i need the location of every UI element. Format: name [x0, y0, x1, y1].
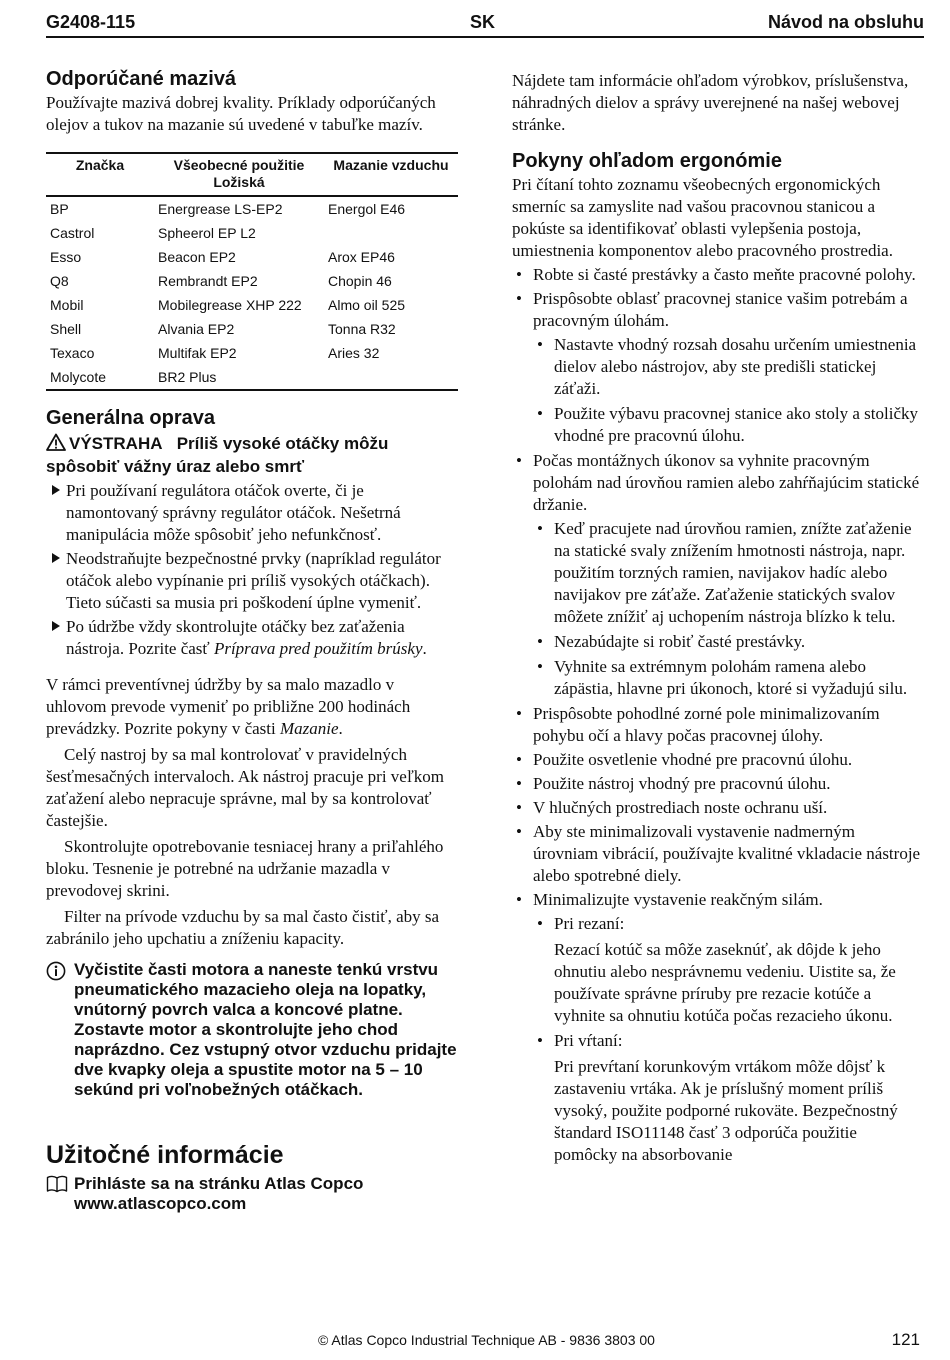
info-icon — [46, 961, 66, 986]
brand-cell: Shell — [50, 321, 82, 337]
general-cell: Beacon EP2 — [158, 249, 236, 265]
list-item — [512, 889, 924, 1166]
sub-list-item — [533, 913, 924, 1027]
table-row — [46, 196, 458, 221]
brand-cell: Q8 — [50, 273, 69, 289]
drilling-label: • Pri vŕtaní: — [554, 1031, 623, 1050]
list-item-text: Prispôsobte pohodlné zorné pole minimalizovaním pohybu očí a hlavy počas pracovnej úlohy. — [533, 704, 880, 745]
list-item — [46, 548, 458, 614]
sub-list — [533, 334, 924, 447]
general-cell: Spheerol EP L2 — [158, 225, 256, 241]
para-text: V rámci preventívnej údržby by sa malo mazadlo v uhlovom prevode vymeniť po približne 200 hodinách prevádzky. Pozrite pokyny v časti — [46, 675, 411, 738]
doc-title: Návod na obsluhu — [767, 12, 924, 32]
section-reference: Mazanie — [280, 719, 339, 738]
general-cell: Energrease LS-EP2 — [158, 201, 283, 217]
list-item — [46, 616, 458, 660]
general-cell: Alvania EP2 — [158, 321, 235, 337]
list-item-text: Použite osvetlenie vhodné pre pracovnú úlohu. — [533, 750, 853, 769]
list-item-text: Počas montážnych úkonov sa vyhnite pracovným polohám nad úrovňou ramien alebo zahŕňajúcim statické držanie. — [533, 451, 920, 514]
page-number: 121 — [891, 1330, 920, 1349]
lubricants-intro: Používajte mazivá dobrej kvality. Príklady odporúčaných olejov a tukov na mazanie sú uvedené v tabuľke mazív. — [46, 93, 436, 134]
general-cell: BR2 Plus — [154, 365, 324, 390]
air-cell — [324, 365, 458, 390]
overhaul-list — [46, 480, 458, 660]
overhaul-heading: Generálna oprava — [46, 407, 215, 429]
warning-text: Príliš vysoké otáčky môžu spôsobiť vážny úraz alebo smrť — [46, 434, 389, 476]
lubricants-heading: Odporúčané mazivá — [46, 68, 237, 90]
list-item-text: Pri používaní regulátora otáčok overte, či je namontovaný správny regulátor otáčok. Nešetrná manipulácia môže spôsobiť jeho nefunkčnosť. — [66, 481, 401, 544]
language-code: SK — [470, 12, 496, 32]
warning-box — [46, 433, 458, 477]
overhaul-para-4: Filter na prívode vzduchu by sa mal často čistiť, aby sa zabránilo jeho upchatiu a zníženiu kapacity. — [46, 907, 440, 948]
sub-list — [533, 518, 924, 700]
list-item-text: V hlučných prostrediach noste ochranu uší. — [533, 798, 828, 817]
website-info: Nájdete tam informácie ohľadom výrobkov, príslušenstva, náhradných dielov a správy uverejnené na našej webovej stránke. — [512, 71, 909, 134]
ergonomics-list — [512, 264, 924, 1166]
brand-cell: BP — [50, 201, 69, 217]
table-row — [46, 365, 458, 390]
left-column — [46, 66, 458, 1214]
table-row — [46, 221, 458, 245]
table-row — [46, 317, 458, 341]
sub-list-item: • Použite výbavu pracovnej stanice ako stoly a stoličky vhodné pre pracovnú úlohu. — [533, 403, 924, 447]
list-item-text: Použite nástroj vhodný pre pracovnú úlohu. — [533, 774, 831, 793]
book-icon — [46, 1175, 68, 1198]
list-item-text: Robte si časté prestávky a často meňte pracovné polohy. — [533, 265, 916, 284]
table-header-row — [46, 153, 458, 196]
cutting-label: • Pri rezaní: — [554, 914, 625, 933]
table-row — [46, 245, 458, 269]
list-item — [512, 821, 924, 887]
list-item-end: . — [422, 639, 427, 658]
page-footer — [46, 1326, 924, 1356]
drilling-text: Pri prevŕtaní korunkovým vrtákom môže dôjsť k zastaveniu vrtáka. Ak je príslušný moment príliš vysoký, použite podporné rukoväte. Bezpečnostný štandard ISO11148 časť 3 odporúča použitie pomôcky na absorbovanie — [554, 1057, 898, 1164]
useful-info-line: Prihláste sa na stránku Atlas Copco — [74, 1174, 364, 1193]
air-cell: Tonna R32 — [328, 321, 396, 337]
list-item-text: Po údržbe vždy skontrolujte otáčky bez zaťaženia nástroja. Pozrite časť — [66, 617, 405, 658]
air-cell — [324, 221, 458, 245]
brand-cell: Castrol — [50, 225, 95, 241]
info-note — [46, 960, 458, 1100]
list-item-text: Neodstraňujte bezpečnostné prvky (napríklad regulátor otáčok alebo vypínanie pri príliš vysokých otáčkach). Tieto súčasti sa musia pri poškodení úplne vymeniť. — [66, 549, 441, 612]
sub-list-item: • Vyhnite sa extrémnym polohám ramena alebo zápästia, hlavne pri úkonoch, ktoré si vyžadujú silu. — [533, 656, 924, 700]
list-item-text: Aby ste minimalizovali vystavenie nadmerným úrovniam vibrácií, používajte kvalitné vkladacie nástroje alebo spotrebné diely. — [533, 822, 921, 885]
air-cell: Energol E46 — [328, 201, 406, 217]
note-text: Vyčistite časti motora a naneste tenkú vrstvu pneumatického mazacieho oleja na lopatky, vnútorný povrch valca a koncové platne. Zostavte motor a skontrolujte jeho chod naprázdno. Cez vstupný otvor vzduchu pridajte dve kvapky oleja a spustite motor na 5 – 10 sekúnd pri voľnobežných otáčkach. — [74, 960, 457, 1099]
col-air-header: Mazanie vzduchu — [324, 153, 458, 196]
air-cell: Aries 32 — [328, 345, 380, 361]
overhaul-para-2: Celý nastroj by sa mal kontrolovať v pravidelných šesťmesačných intervaloch. Ak nástroj pracuje pri veľkom zaťažení alebo nepracuje správne, mal by sa kontrolovať častejšie. — [46, 745, 444, 830]
list-item — [512, 749, 924, 771]
sub-list-item — [533, 1030, 924, 1166]
sub-list — [533, 913, 924, 1166]
table-row — [46, 341, 458, 365]
general-cell: Multifak EP2 — [158, 345, 237, 361]
ergonomics-heading: Pokyny ohľadom ergonómie — [512, 150, 782, 172]
doc-code: G2408-115 — [46, 12, 136, 32]
right-column — [512, 70, 924, 1169]
lubricants-table — [46, 152, 458, 391]
list-item — [512, 288, 924, 447]
para-end: . — [338, 719, 343, 738]
overhaul-para-1 — [46, 674, 458, 740]
table-row — [46, 293, 458, 317]
page-header — [46, 12, 924, 38]
list-item — [512, 773, 924, 795]
useful-info-note — [46, 1174, 458, 1214]
air-cell: Chopin 46 — [328, 273, 392, 289]
warning-label: VÝSTRAHA — [69, 434, 163, 453]
cutting-text: Rezací kotúč sa môže zaseknúť, ak dôjde k jeho ohnutiu alebo nesprávnemu vedeniu. Uistite sa, že používate správne príruby pre rezacie kotúče a vyhnite sa ohnutiu kotúča počas rezacieho úkonu. — [554, 940, 896, 1025]
brand-cell: Texaco — [50, 345, 95, 361]
arrow-bullet-icon — [52, 553, 60, 563]
general-cell: Rembrandt EP2 — [158, 273, 258, 289]
table-row — [46, 269, 458, 293]
sub-list-item: • Nastavte vhodný rozsah dosahu určením umiestnenia dielov alebo nástrojov, aby ste predišli statickej záťaži. — [533, 334, 924, 400]
brand-cell: Esso — [50, 249, 82, 265]
air-cell: Almo oil 525 — [328, 297, 406, 313]
brand-cell: Mobil — [50, 297, 84, 313]
sub-list-item: • Keď pracujete nad úrovňou ramien, znížte zaťaženie na statické svaly znížením hmotnosti nástroja, napr. použitím torzných ramien, navijakov hadíc alebo navijakov pre záťaže. Zaťaženie statických svalov môžete znížiť aj uchopením nástroja blízko k telu. — [533, 518, 924, 628]
copyright: © Atlas Copco Industrial Technique AB - 9836 3803 00 — [318, 1332, 655, 1348]
overhaul-para-3: Skontrolujte opotrebovanie tesniacej hrany a priľahlého bloku. Tesnenie je potrebné na udržanie mazadla v prevodovej skrini. — [46, 837, 444, 900]
atlascopco-link[interactable]: www.atlascopco.com — [74, 1194, 247, 1213]
list-item — [512, 450, 924, 700]
ergonomics-intro: Pri čítaní tohto zoznamu všeobecných ergonomických smerníc sa zamyslite nad vašou pracovnou stanicou a pokúste sa identifikovať oblasti vylepšenia postoja, umiestnenia komponentov alebo pracovného prostredia. — [512, 175, 893, 260]
col-brand-header: Značka — [46, 153, 154, 196]
general-cell: Mobilegrease XHP 222 — [158, 297, 302, 313]
sub-list-item: • Nezabúdajte si robiť časté prestávky. — [533, 631, 924, 653]
section-reference: Príprava pred použitím brúsky — [213, 639, 423, 658]
useful-info-heading: Užitočné informácie — [46, 1141, 284, 1169]
list-item — [512, 264, 924, 286]
list-item — [46, 480, 458, 546]
arrow-bullet-icon — [52, 485, 60, 495]
list-item — [512, 703, 924, 747]
list-item-text: Minimalizujte vystavenie reakčným silám. — [533, 890, 823, 909]
arrow-bullet-icon — [52, 621, 60, 631]
list-item-text: Prispôsobte oblasť pracovnej stanice vašim potrebám a pracovným úlohám. — [533, 289, 908, 330]
col-general-header: Všeobecné použitie Ložiská — [154, 153, 324, 196]
air-cell: Arox EP46 — [328, 249, 395, 265]
warning-triangle-icon — [46, 433, 66, 456]
list-item — [512, 797, 924, 819]
brand-cell: Molycote — [46, 365, 154, 390]
